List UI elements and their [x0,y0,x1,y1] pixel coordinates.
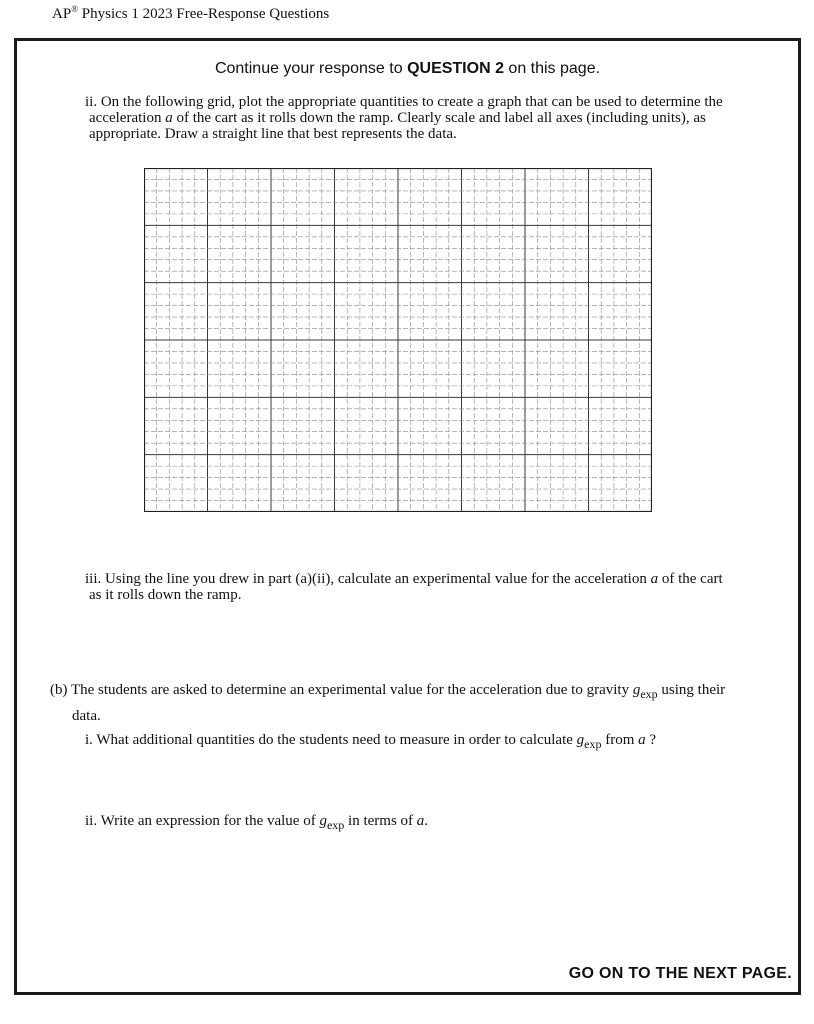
part-a-iii-line1-start: iii. Using the line you drew in part (a)(ii), calculate an experimental value for the acceleration [85,571,651,587]
part-b-intro-end: using their [657,682,726,698]
continue-instruction [17,60,798,78]
part-a-ii-line2-end: of the cart as it rolls down the ramp. Clearly scale and label all axes (including units), as [172,110,706,126]
part-a-iii-line1 [85,571,785,587]
g-exp-symbol [576,732,602,751]
acceleration-var: a [165,110,173,126]
part-b-intro-line1 [50,679,790,705]
part-b-i-end: ? [645,732,657,748]
registered-mark: ® [71,4,79,14]
page-header [52,4,329,23]
response-frame [14,38,801,995]
part-a-iii-line2: as it rolls down the ramp. [89,587,242,603]
part-a-ii-line3: appropriate. Draw a straight line that best represents the data. [89,126,457,142]
part-b-i-mid: from [601,732,639,748]
part-a-ii-line2 [85,110,785,126]
g-exp-symbol [319,813,345,832]
g-symbol: g [632,682,641,698]
part-a-iii-prompt [85,571,785,603]
g-subscript: exp [640,687,658,701]
part-b-ii-start: ii. Write an expression for the value of [85,813,320,829]
question-label: QUESTION 2 [407,60,504,77]
acceleration-var: a [638,732,646,748]
part-a-ii-line2-start: acceleration [89,110,166,126]
g-symbol: g [576,732,585,748]
part-b-intro-start: (b) The students are asked to determine an experimental value for the acceleration due to gravity [50,682,633,698]
part-b-ii-end: . [424,813,429,829]
graph-grid[interactable] [144,168,652,512]
part-b-ii-prompt [85,810,785,836]
header-title-text: Physics 1 2023 Free-Response Questions [78,6,330,22]
g-subscript: exp [326,818,345,832]
continue-post: on this page. [503,60,601,77]
part-b-intro [50,679,790,727]
part-b-ii-mid: in terms of [344,813,417,829]
header-title-prefix: AP [52,6,72,22]
acceleration-var: a [650,571,659,587]
part-b-intro-line2: data. [72,708,101,724]
go-on-notice: GO ON TO THE NEXT PAGE. [568,965,792,982]
g-symbol: g [319,813,327,829]
part-a-ii-prompt [85,94,785,142]
part-a-iii-line1-end: of the cart [658,571,723,587]
part-a-ii-line1: ii. On the following grid, plot the appropriate quantities to create a graph that can be used to determine the [85,94,723,110]
g-subscript: exp [584,737,602,751]
continue-pre: Continue your response to [214,60,408,77]
part-b-i-start: i. What additional quantities do the students need to measure in order to calculate [85,732,577,748]
part-b-i-prompt [85,729,785,755]
acceleration-var: a [416,813,425,829]
g-exp-symbol [632,682,658,701]
